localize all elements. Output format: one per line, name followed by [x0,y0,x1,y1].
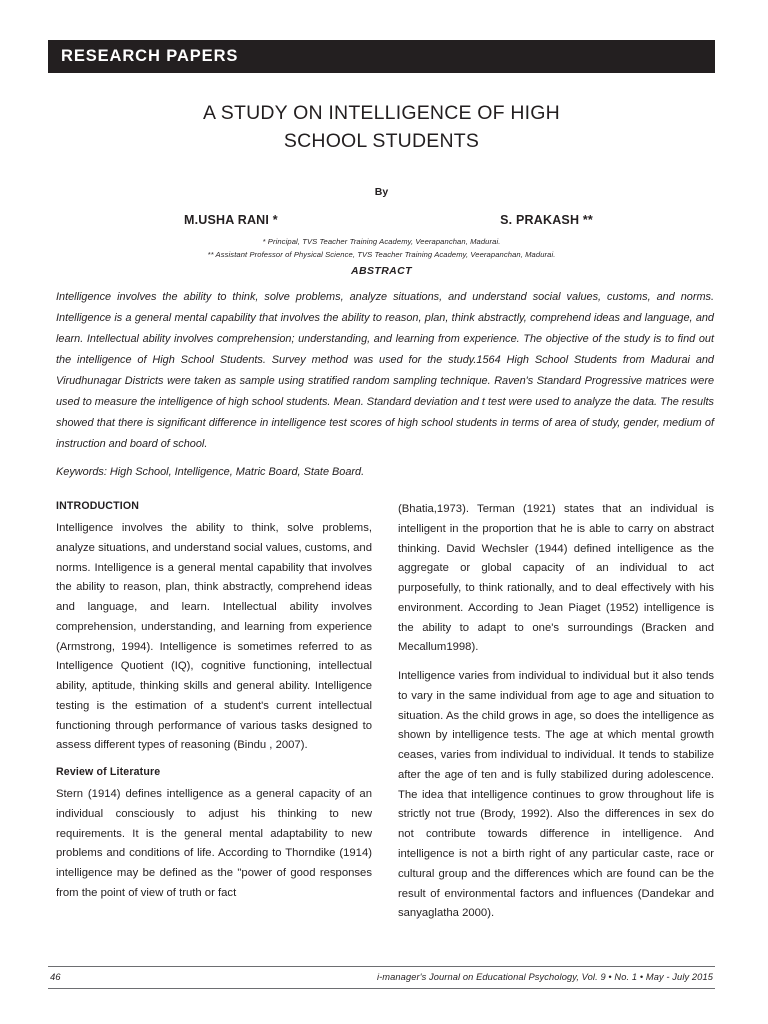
title-line-1: A STUDY ON INTELLIGENCE OF HIGH [203,102,560,124]
paragraph-review-of-literature: Stern (1914) defines intelligence as a general capacity of an individual consciously to adjust his thinking to new requirements. It is the general mental adaptability to new problems and conditions of life. According to Thorndike (1914) intelligence may be defined as the "power of good responses from the point of view of truth or fact [56,788,372,900]
abstract-keywords: Keywords: High School, Intelligence, Matric Board, State Board. [56,466,365,479]
abstract-heading: ABSTRACT [351,265,412,277]
journal-citation: i-manager's Journal on Educational Psychology, Vol. 9 • No. 1 • May - July 2015 [376,972,713,982]
paragraph-right-1: (Bhatia,1973). Terman (1921) states that an individual is intelligent in the proportion that he is able to carry on abstract thinking. David Wechsler (1944) defined intelligence as the aggregate or global capacity of an individual to act purposefully, to think rationally, and to deal effectively with his environment. According to Jean Piaget (1952) intelligence is the ability to adapt to one's surroundings (Bracken and Mecallum1998). [398,503,714,654]
abstract-text: Intelligence involves the ability to think, solve problems, analyze situations, and understand social values, customs, and norms. Intelligence is a general mental capability that involves the ability to reason, plan, think abstractly, comprehend ideas and language, and learn. Intellectual ability involves comprehension; understanding, and learning from experience. The objective of the study is to find out the intelligence of High School Students. Survey method was used for the study.1564 High School Students from Madurai and Virudhunagar Districts were taken as sample using stratified random sampling technique. Raven's Standard Progressive matrices were used to measure the intelligence of high school students. Mean. Standard deviation and t test were used to analyze the data. The results showed that there is significant difference in intelligence test scores of high school students in terms of area of study, gender, medium of instruction and board of school. [56,291,714,451]
heading-review-of-literature: Review of Literature [56,766,161,779]
title-line-2: SCHOOL STUDENTS [283,129,480,152]
affiliation-line-2: ** Assistant Professor of Physical Science, TVS Teacher Training Academy, Veerapanchan, Madurai. [207,249,556,259]
heading-introduction: INTRODUCTION [56,500,140,512]
byline-by-label: By [374,186,389,198]
column-right [398,500,714,940]
section-header-label: RESEARCH PAPERS [61,47,239,66]
affiliation-line-1: * Principal, TVS Teacher Training Academy, Veerapanchan, Madurai. [262,237,501,246]
footer-divider-bottom [48,988,715,989]
section-header-bar [48,40,715,73]
page-title [48,100,715,155]
column-left [56,500,372,940]
abstract-section [56,287,714,483]
author-affiliations [48,236,715,261]
body-columns [56,500,714,940]
authors-row [48,213,715,227]
page-number: 46 [50,972,61,983]
paragraph-introduction: Intelligence involves the ability to think, solve problems, analyze situations, and understand social values, customs, and norms. Intelligence is a general mental capability that involves the ability to reason, plan, think abstractly, comprehend ideas and language, and learn. Intellectual ability involves comprehension, understanding, and learning from experience (Armstrong, 1994). Intelligence is sometimes referred to as Intelligence Quotient (IQ), cognitive functioning, intellectual ability, aptitude, thinking skills and general ability. Intelligence testing is the estimation of a student's current intellectual functioning through performance of various tasks designed to assess different types of reasoning (Bindu , 2007). [56,522,372,752]
footer-content [48,967,715,988]
author-name-secondary: S. PRAKASH ** [500,213,593,227]
page-footer [48,966,715,989]
author-name-primary: M.USHA RANI * [184,213,278,227]
paragraph-right-2: Intelligence varies from individual to individual but it also tends to vary in the same individual from age to age and situation to situation. As the child grows in age, so does the intelligence as shown by intelligence tests. The age at which mental growth ceases, varies from individual to individual. It tends to stabilize after the age of ten and is fully stabilized during adolescence. The idea that intelligence continues to grow throughout life is strictly not true (Brody, 1992). Also the differences in sex do not contribute towards difference in intelligence. And intelligence is not a birth right of any particular caste, race or cultural group and the differences which are found can be the result of environmental factors and influences (Dandekar and sanyaglatha 2000). [398,670,714,920]
